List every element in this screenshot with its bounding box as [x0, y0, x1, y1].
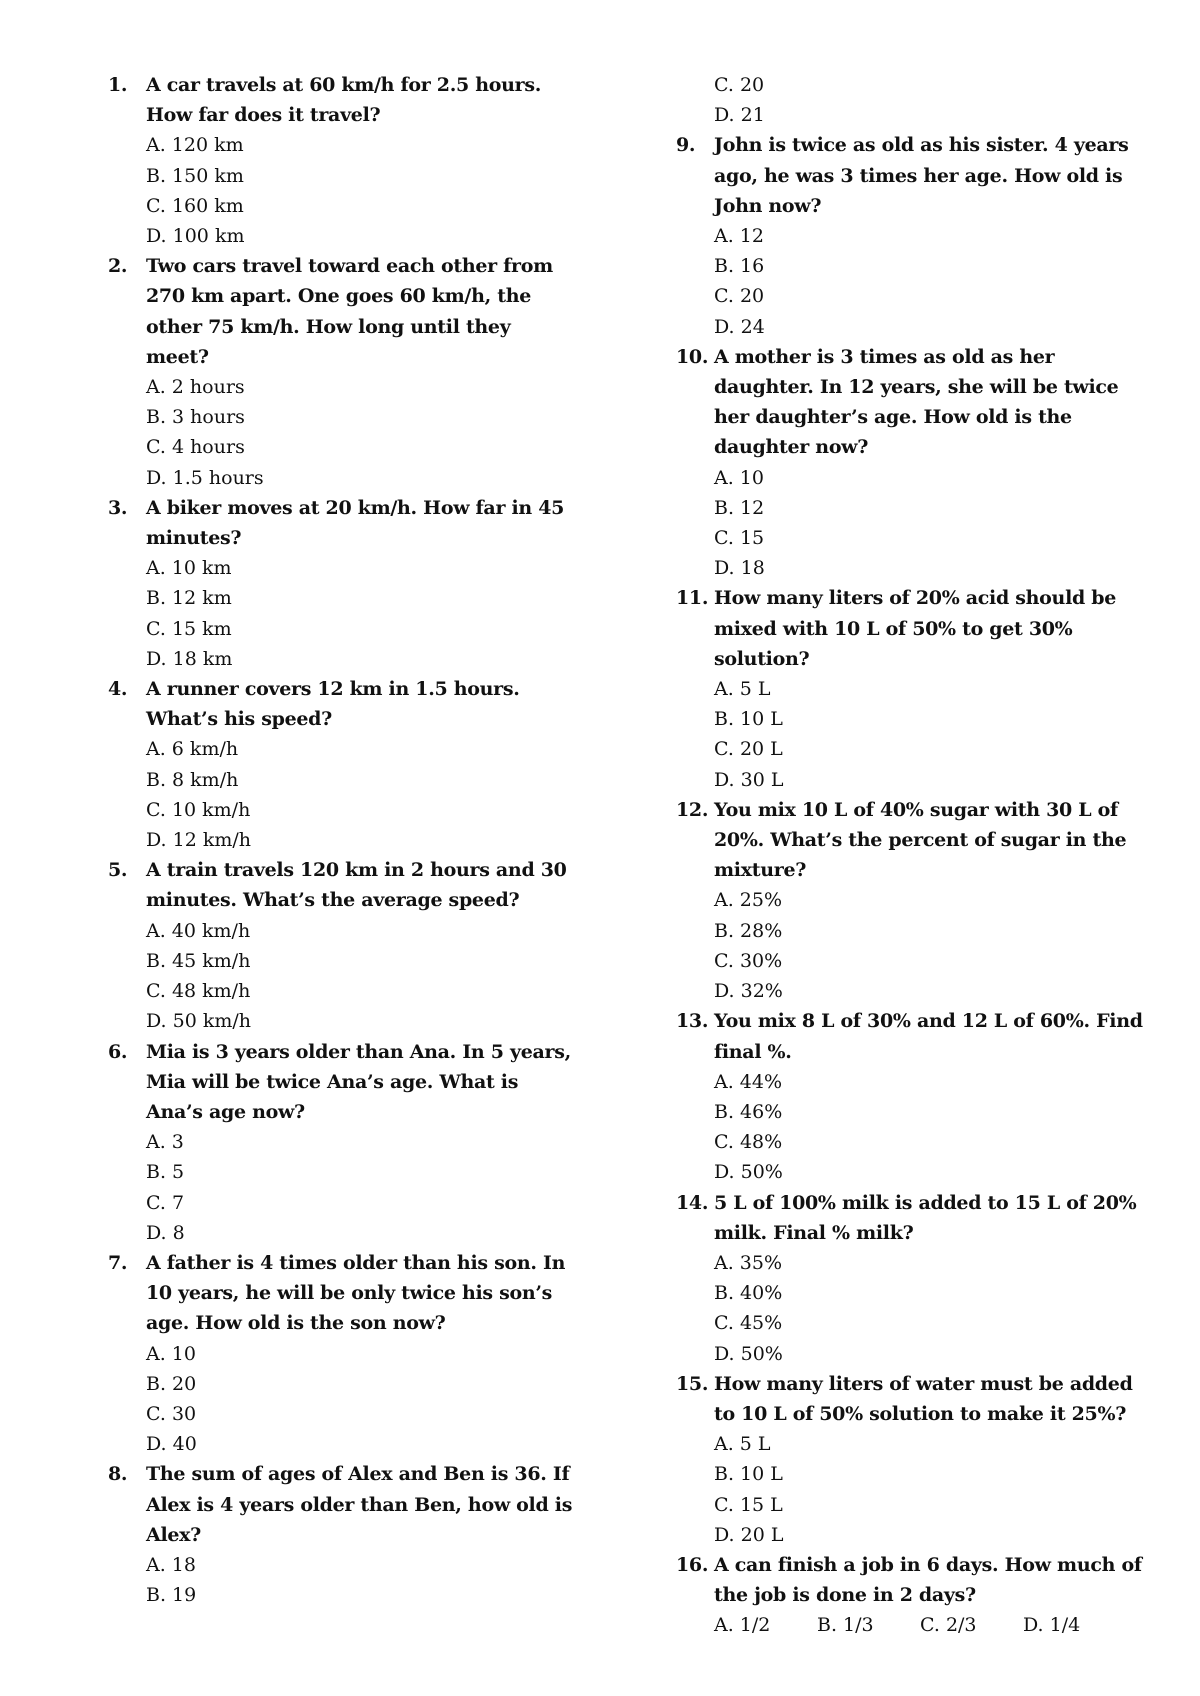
answer-option: D. 50 km/h — [146, 1010, 252, 1033]
question-number: 1. — [108, 74, 128, 96]
answer-option: C. 30% — [714, 949, 783, 972]
answer-option: C. 20 — [714, 285, 765, 308]
answer-option-continued: C. 20 — [714, 74, 765, 96]
answer-option: D. 30 L — [714, 768, 784, 791]
answer-option: C. 48% — [714, 1131, 783, 1154]
answer-option: A. 25% — [714, 889, 783, 912]
answer-option: B. 10 L — [714, 1463, 783, 1486]
answer-option: A. 5 L — [714, 1433, 771, 1456]
answer-option: B. 1/3 — [817, 1614, 874, 1637]
question-number: 13. — [676, 1010, 709, 1033]
answer-option: B. 19 — [146, 1584, 197, 1607]
question-number: 3. — [108, 496, 128, 519]
right-column — [676, 70, 1146, 1641]
answer-option: C. 7 — [146, 1191, 185, 1214]
question-text: A car travels at 60 km/h for 2.5 hours. How far does it travel? — [146, 74, 542, 127]
question-number: 10. — [676, 345, 709, 368]
question — [108, 1037, 578, 1248]
question-number: 2. — [108, 255, 128, 278]
question-number: 14. — [676, 1191, 709, 1214]
question-stem — [108, 1459, 578, 1550]
question-text: A can finish a job in 6 days. How much of the job is done in 2 days? — [714, 1553, 1142, 1607]
question-stem — [108, 251, 578, 372]
question-number: 12. — [676, 798, 709, 821]
answer-option: C. 4 hours — [146, 436, 245, 459]
answer-option: D. 1.5 hours — [146, 466, 264, 489]
question — [676, 1188, 1146, 1369]
question-text: A train travels 120 km in 2 hours and 30 minutes. What’s the average speed? — [146, 859, 567, 912]
answer-option: D. 50% — [714, 1161, 783, 1184]
question-text: Mia is 3 years older than Ana. In 5 years, Mia will be twice Ana’s age. What is Ana’s age now? — [146, 1040, 571, 1123]
answer-option: A. 120 km — [146, 134, 244, 157]
question-text: How many liters of 20% acid should be mixed with 10 L of 50% to get 30% solution? — [714, 587, 1117, 670]
answer-option: D. 18 km — [146, 647, 233, 670]
question-text: The sum of ages of Alex and Ben is 36. If Alex is 4 years older than Ben, how old is Alex? — [146, 1463, 573, 1546]
answer-option: A. 1/2 — [714, 1614, 771, 1637]
answer-option: D. 1/4 — [1023, 1614, 1081, 1637]
answer-option: D. 32% — [714, 980, 783, 1003]
question-stem — [676, 130, 1146, 221]
question-stem — [676, 583, 1146, 674]
question-text: Two cars travel toward each other from 270 km apart. One goes 60 km/h, the other 75 km/h. How long until they meet? — [146, 255, 553, 368]
answer-option: C. 15 L — [714, 1493, 783, 1516]
question-text: A biker moves at 20 km/h. How far in 45 minutes? — [146, 496, 565, 550]
question-stem — [676, 1550, 1146, 1610]
answer-option: D. 8 — [146, 1221, 185, 1244]
question-stem — [108, 70, 578, 130]
answer-option: C. 20 L — [714, 738, 783, 761]
question-text: You mix 10 L of 40% sugar with 30 L of 20%. What’s the percent of sugar in the mixture? — [714, 798, 1127, 882]
answer-option: A. 10 — [714, 466, 764, 489]
answer-option: D. 18 — [714, 557, 765, 580]
answer-option: B. 150 km — [146, 164, 244, 187]
question-stem — [108, 855, 578, 915]
question — [676, 1006, 1146, 1187]
answer-option: C. 30 — [146, 1402, 197, 1425]
answer-option: A. 6 km/h — [146, 738, 239, 761]
question — [676, 1369, 1146, 1550]
answer-option: D. 24 — [714, 315, 765, 338]
question — [108, 855, 578, 1036]
question-number: 9. — [676, 134, 696, 157]
question — [676, 795, 1146, 1006]
answer-option: B. 12 km — [146, 587, 232, 610]
answer-option: C. 48 km/h — [146, 980, 251, 1003]
question-number: 8. — [108, 1463, 128, 1486]
answer-option: C. 45% — [714, 1312, 783, 1335]
answer-option: D. 100 km — [146, 225, 245, 248]
question — [108, 674, 578, 855]
left-column — [108, 70, 578, 1610]
question-number: 7. — [108, 1251, 128, 1274]
question-number: 6. — [108, 1040, 128, 1063]
answer-option: A. 35% — [714, 1251, 783, 1274]
question-stem — [108, 1037, 578, 1128]
question — [676, 583, 1146, 794]
question-stem — [676, 1188, 1146, 1248]
question-text: 5 L of 100% milk is added to 15 L of 20% milk. Final % milk? — [714, 1191, 1137, 1244]
answer-option: A. 44% — [714, 1070, 783, 1093]
question-text: A mother is 3 times as old as her daughter. In 12 years, she will be twice her daughter’s age. How old is the daughter now? — [714, 345, 1119, 459]
answer-option: B. 46% — [714, 1100, 783, 1123]
answer-option: A. 10 — [146, 1342, 196, 1365]
answer-option: C. 15 km — [146, 617, 232, 640]
answer-option: A. 12 — [714, 225, 764, 248]
answer-options-row — [676, 1610, 1146, 1640]
question-stem — [676, 1369, 1146, 1429]
question-stem — [676, 342, 1146, 463]
answer-option: A. 2 hours — [146, 376, 245, 399]
answer-option: D. 12 km/h — [146, 829, 252, 852]
answer-option: C. 10 km/h — [146, 798, 251, 821]
question-stem — [676, 795, 1146, 886]
question-number: 5. — [108, 859, 128, 882]
question-stem — [108, 1248, 578, 1339]
answer-option: B. 16 — [714, 255, 765, 278]
question-stem — [676, 1006, 1146, 1066]
question-text: A father is 4 times older than his son. In 10 years, he will be only twice his son’s age. How old is the son now? — [146, 1251, 566, 1335]
answer-option: C. 2/3 — [920, 1614, 977, 1637]
answer-option: B. 3 hours — [146, 406, 245, 429]
answer-option: D. 40 — [146, 1433, 197, 1456]
answer-option: C. 15 — [714, 527, 765, 550]
answer-option: A. 40 km/h — [146, 919, 251, 942]
question-number: 15. — [676, 1372, 709, 1395]
question — [108, 70, 578, 251]
answer-option: A. 5 L — [714, 678, 771, 701]
answer-option: A. 18 — [146, 1553, 196, 1576]
answer-option: A. 10 km — [146, 557, 232, 580]
question — [108, 493, 578, 674]
answer-option: D. 50% — [714, 1342, 783, 1365]
answer-option: B. 10 L — [714, 708, 783, 731]
question-text: John is twice as old as his sister. 4 years ago, he was 3 times her age. How old is John now? — [714, 134, 1129, 217]
answer-option: A. 3 — [146, 1131, 184, 1154]
question — [108, 1248, 578, 1459]
answer-option: C. 160 km — [146, 194, 244, 217]
question — [676, 130, 1146, 341]
answer-option: B. 40% — [714, 1282, 783, 1305]
answer-option: B. 20 — [146, 1372, 197, 1395]
answer-option-continued: D. 21 — [714, 104, 765, 127]
question-number: 16. — [676, 1553, 709, 1576]
question-stem — [108, 674, 578, 734]
question-number: 4. — [108, 678, 128, 701]
question-stem — [108, 493, 578, 553]
answer-option: B. 28% — [714, 919, 783, 942]
question-text: You mix 8 L of 30% and 12 L of 60%. Find final %. — [714, 1010, 1143, 1063]
question — [108, 1459, 578, 1610]
answer-option: B. 8 km/h — [146, 768, 239, 791]
answer-option: B. 12 — [714, 496, 765, 519]
question-number: 11. — [676, 587, 709, 610]
answer-option: D. 20 L — [714, 1523, 784, 1546]
question-text: How many liters of water must be added to 10 L of 50% solution to make it 25%? — [714, 1372, 1133, 1425]
answer-option: B. 45 km/h — [146, 949, 251, 972]
question — [676, 342, 1146, 584]
question — [676, 1550, 1146, 1641]
answer-option: B. 5 — [146, 1161, 185, 1184]
question — [108, 251, 578, 493]
question-text: A runner covers 12 km in 1.5 hours. What’s his speed? — [146, 678, 520, 731]
